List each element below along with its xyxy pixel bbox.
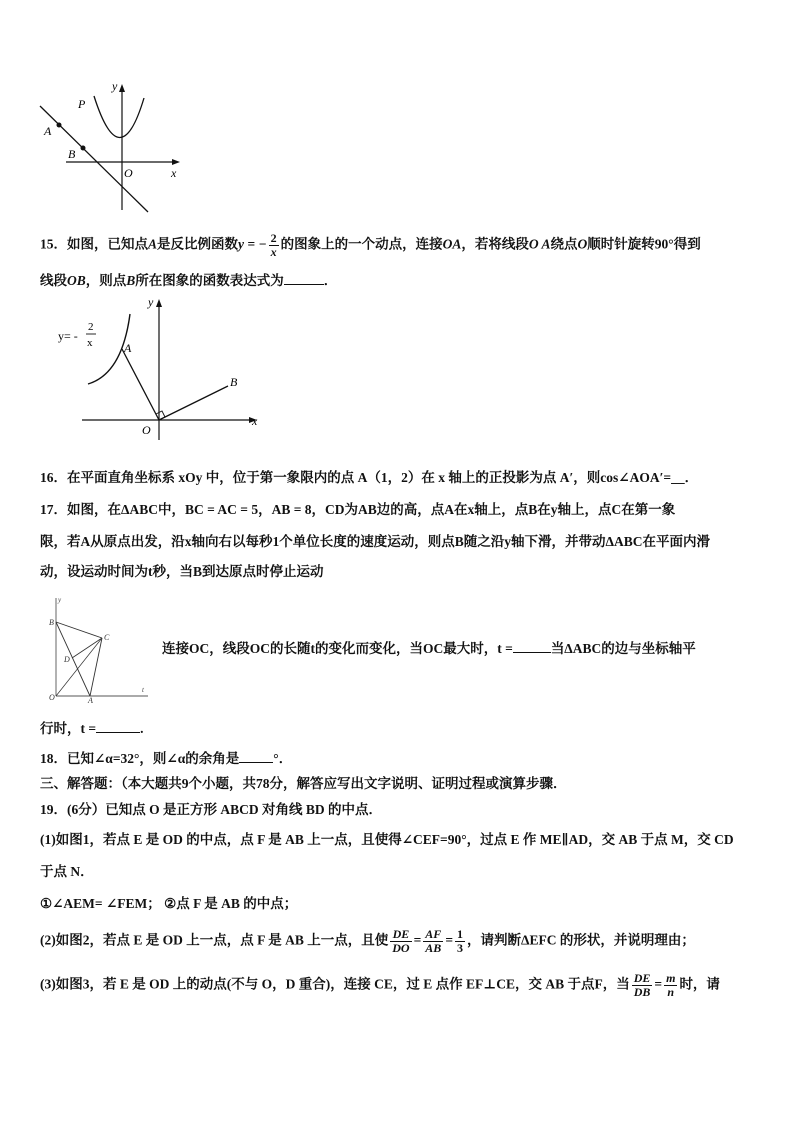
fig14-a-label: A	[44, 124, 52, 138]
figure-sliding-triangle-svg	[44, 592, 152, 704]
q17-line3: 动，设运动时间为t秒，当B到达原点时停止运动	[40, 564, 324, 579]
fig15-o-label: O	[142, 423, 151, 437]
fig15-y-label: y	[148, 295, 154, 309]
q19-line6: (3)如图3，若 E 是 OD 上的动点(不与 O，D 重合)，连接 CE，过 E 点作 EF⊥CE，交 AB 于点F，当 $\frac{DE}{DB}$ = $\frac{m}{n}$ 时，请	[40, 971, 720, 999]
fig14-o-label: O	[124, 166, 133, 180]
q15-line2: 线段OB，则点B所在图象的函数表达式为 ．	[40, 270, 760, 291]
fig17-y-label: y	[58, 596, 62, 604]
fig15-func-label: y= -	[58, 329, 78, 343]
q19-line2: (1)如图1，若点 E 是 OD 的中点，点 F 是 AB 上一点，且使得∠CEF=90°，过点 E 作 ME∥AD，交 AB 于点 M，交 CD	[40, 832, 734, 847]
fig14-b-label: B	[68, 147, 76, 161]
q19-line3: 于点 N．	[40, 864, 94, 879]
fig17-d-label: D	[64, 655, 70, 664]
fig15-b-label: B	[230, 375, 238, 389]
fig17-a-label: A	[88, 696, 93, 704]
fig17-c-label: C	[104, 633, 110, 642]
q15-line1: 15．如图，已知点A是反比例函数y = − $\frac{2}{x}$ 的图象上的一个动点，连接OA，若将线段O A绕点O顺时针旋转90°得到	[40, 231, 701, 259]
fig15-x-label: x	[252, 414, 258, 428]
q15-answer-blank[interactable]	[284, 270, 324, 285]
q19-line4: ①∠AEM= ∠FEM； ②点 F 是 AB 的中点；	[40, 896, 298, 911]
fig15-func-num: 2	[88, 321, 94, 333]
q17-side-text: 连接OC，线段OC的长随t的变化而变化，当OC最大时，t = 当ΔABC的边与坐标轴平	[162, 638, 762, 659]
q16-text: 16．在平面直角坐标系 xOy 中，位于第一象限内的点 A（1，2）在 x 轴上的正投影为点 A′，则cos∠AOA′=__．	[40, 470, 699, 485]
q15-fraction: $\frac{2}{x}$	[270, 231, 277, 259]
figure-inverse-function	[52, 294, 272, 444]
q19-line1: 19．(6分）已知点 O 是正方形 ABCD 对角线 BD 的中点．	[40, 802, 383, 817]
fig17-o-label: O	[49, 693, 55, 702]
fig15-func-den: x	[87, 337, 93, 349]
q17-line1: 17．如图，在ΔABC中，BC = AC = 5，AB = 8，CD为AB边的高，点A在x轴上，点B在y轴上，点C在第一象	[40, 502, 676, 517]
figure-inverse-function-svg	[52, 294, 272, 444]
section3-heading: 三、解答题：（本大题共9个小题，共78分，解答应写出文字说明、证明过程或演算步骤．	[40, 776, 567, 791]
fig14-y-label: y	[112, 79, 118, 93]
figure-parabola-line	[36, 78, 186, 214]
fig17-t-label: t	[142, 686, 144, 694]
q17-answer-blank-1[interactable]	[513, 638, 551, 653]
fig14-p-label: P	[78, 97, 86, 111]
figure-parabola-line-svg	[36, 78, 186, 214]
q18-answer-blank[interactable]	[239, 748, 273, 763]
q17-line4: 行时，t = .	[40, 718, 760, 739]
q17-answer-blank-2[interactable]	[96, 718, 140, 733]
q17-line2: 限，若A从原点出发，沿x轴向右以每秒1个单位长度的速度运动，则点B随之沿y轴下滑，并带动ΔABC在平面内滑	[40, 534, 710, 549]
q18-text: 18．已知∠α=32°，则∠α的余角是 °．	[40, 748, 760, 769]
q19-line5: (2)如图2，若点 E 是 OD 上一点，点 F 是 AB 上一点，且使 $\frac{DE}{DO}$ = $\frac{AF}{AB}$ = $\frac{1}{3}$ ，请判断ΔEFC 的形状，并说明理由；	[40, 927, 695, 955]
fig15-a-label: A	[124, 341, 132, 355]
figure-sliding-triangle	[44, 592, 152, 704]
fig17-b-label: B	[49, 618, 54, 627]
fig14-x-label: x	[171, 166, 177, 180]
